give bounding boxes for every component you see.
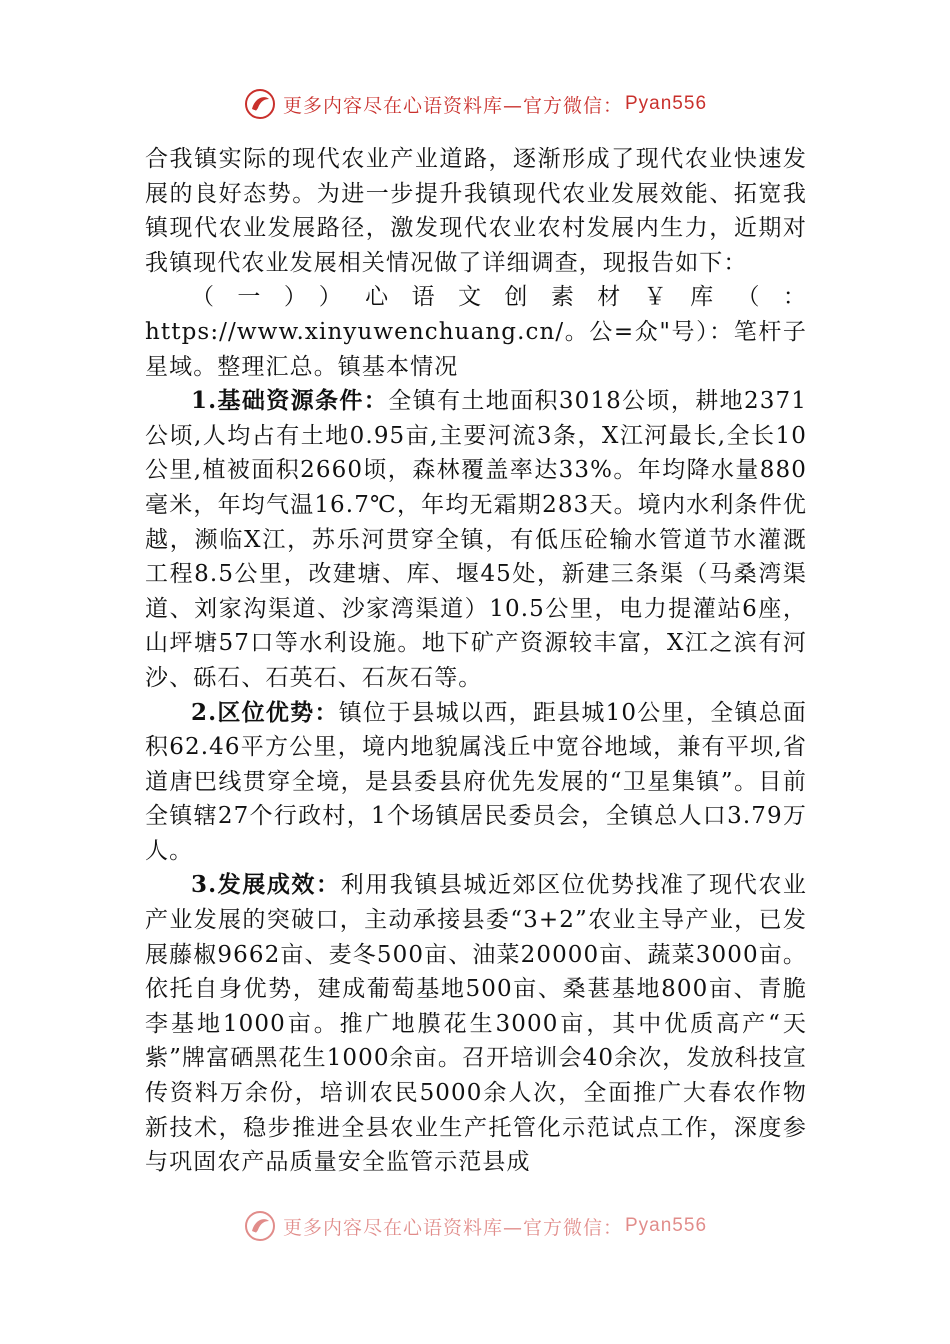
paragraph-resources-body: 全镇有土地面积3018公顷，耕地2371公顷,人均占有土地0.95亩,主要河流3条，X江河最长,全长10公里,植被面积2660顷，森林覆盖率达33%。年均降水量880毫米，年均气温16.7℃，年均无霜期283天。境内水利条件优越，濒临X江，苏乐河贯穿全镇，有低压砼输水管道节水灌溉工程8.5公里，改建塘、库、堰45处，新建三条渠（马桑湾渠道、刘家沟渠道、沙家湾渠道）10.5公里，电力提灌站6座，山坪塘57口等水利设施。地下矿产资源较丰富，X江之滨有河沙、砾石、石英石、石灰石等。 [145, 388, 807, 691]
watermark-id: Pyan556 [625, 1215, 708, 1236]
intro-paragraph: 合我镇实际的现代农业产业道路，逐渐形成了现代农业快速发展的良好态势。为进一步提升我镇现代农业发展效能、拓宽我镇现代农业发展路径，激发现代农业农村发展内生力，近期对我镇现代农业发展相关情况做了详细调查，现报告如下： [145, 146, 807, 276]
watermark-text: 更多内容尽在心语资料库—官方微信： [282, 94, 623, 117]
seal-logo-icon [243, 1209, 277, 1243]
paragraph-location-body: 镇位于县城以西，距县城10公里，全镇总面积62.46平方公里，境内地貌属浅丘中宽谷地域，兼有平坝,省道唐巴线贯穿全境，是县委县府优先发展的“卫星集镇”。目前全镇辖27个行政村，1个场镇居民委员会，全镇总人口3.79万人。 [145, 699, 807, 864]
paragraph-resources [145, 384, 807, 695]
section-heading: （一））心语文创素材￥库（：https://www.xinyuwenchuang.cn/。公=众"号）：笔杆子星域。整理汇总。镇基本情况 [145, 284, 807, 380]
paragraph-results [145, 868, 807, 1179]
paragraph-results-body: 利用我镇县城近郊区位优势找准了现代农业产业发展的突破口，主动承接县委“3+2”农业主导产业，已发展藤椒9662亩、麦冬500亩、油菜20000亩、蔬菜3000亩。依托自身优势，建成葡萄基地500亩、桑葚基地800亩、青脆李基地1000亩。推广地膜花生3000亩，其中优质高产“天紫”牌富硒黑花生1000余亩。召开培训会40余次，发放科技宣传资料万余份，培训农民5000余人次，全面推广大春农作物新技术，稳步推进全县农业生产托管化示范试点工作，深度参与巩固农产品质量安全监管示范县成 [145, 872, 807, 1176]
paragraph-location [145, 696, 807, 869]
seal-logo-icon [243, 87, 277, 121]
watermark-id: Pyan556 [625, 93, 708, 114]
watermark-footer [0, 1206, 950, 1246]
paragraph-resources-title: 1.基础资源条件： [191, 387, 389, 415]
paragraph-location-title: 2.区位优势： [191, 698, 339, 726]
watermark-header [0, 84, 950, 124]
paragraph-results-title: 3.发展成效： [191, 871, 341, 899]
document-body [145, 142, 807, 1180]
watermark-text: 更多内容尽在心语资料库—官方微信： [282, 1216, 623, 1239]
